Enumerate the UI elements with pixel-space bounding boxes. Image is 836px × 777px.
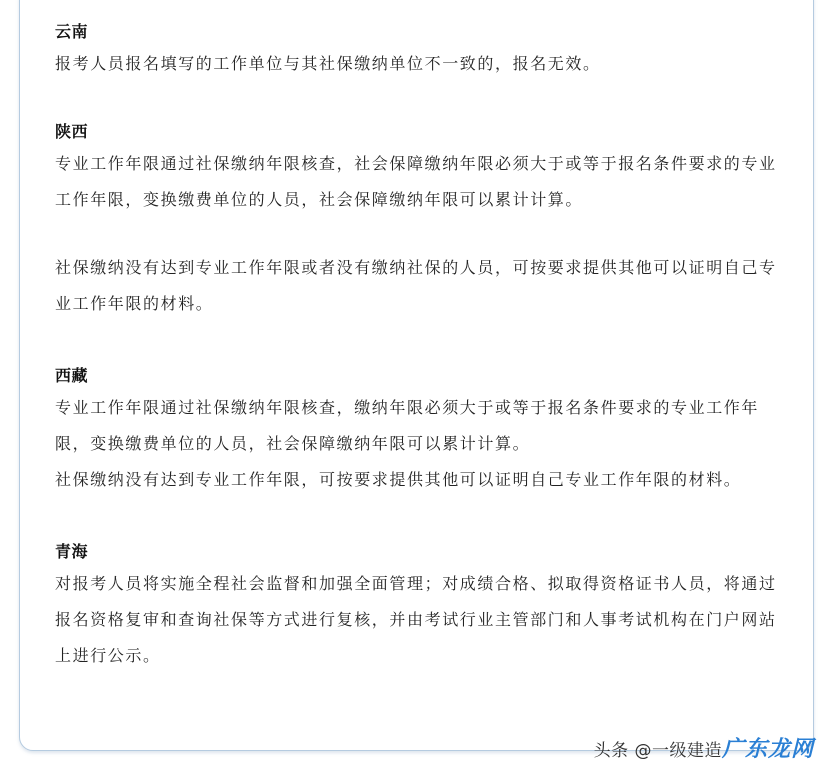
paragraph: 专业工作年限通过社保缴纳年限核查，社会保障缴纳年限必须大于或等于报名条件要求的专业工作年限，变换缴费单位的人员，社会保障缴纳年限可以累计计算。: [55, 154, 777, 209]
section-shaanxi: [55, 118, 785, 322]
article-body: [55, 18, 785, 674]
paragraph: 专业工作年限通过社保缴纳年限核查，缴纳年限必须大于或等于报名条件要求的专业工作年限，变换缴费单位的人员，社会保障缴纳年限可以累计计算。: [55, 398, 760, 453]
paragraph: 社保缴纳没有达到专业工作年限或者没有缴纳社保的人员，可按要求提供其他可以证明自己专业工作年限的材料。: [55, 258, 777, 313]
section-title-xizang: 西藏: [55, 366, 89, 385]
section-title-yunnan: 云南: [55, 22, 89, 41]
paragraph: 社保缴纳没有达到专业工作年限，可按要求提供其他可以证明自己专业工作年限的材料。: [55, 470, 742, 489]
section-title-shaanxi: 陕西: [55, 122, 89, 141]
section-qinghai: [55, 538, 785, 674]
paragraph: 报考人员报名填写的工作单位与其社保缴纳单位不一致的，报名无效。: [55, 54, 601, 73]
watermark: [594, 732, 814, 763]
section-title-qinghai: 青海: [55, 542, 89, 561]
watermark-logo: 广东龙网: [721, 737, 814, 762]
section-yunnan: [55, 18, 785, 82]
watermark-text: 头条 @一级建造: [593, 741, 722, 761]
section-xizang: [55, 362, 785, 498]
paragraph: 对报考人员将实施全程社会监督和加强全面管理；对成绩合格、拟取得资格证书人员，将通过报名资格复审和查询社保等方式进行复核，并由考试行业主管部门和人事考试机构在门户网站上进行公示。: [55, 574, 777, 665]
